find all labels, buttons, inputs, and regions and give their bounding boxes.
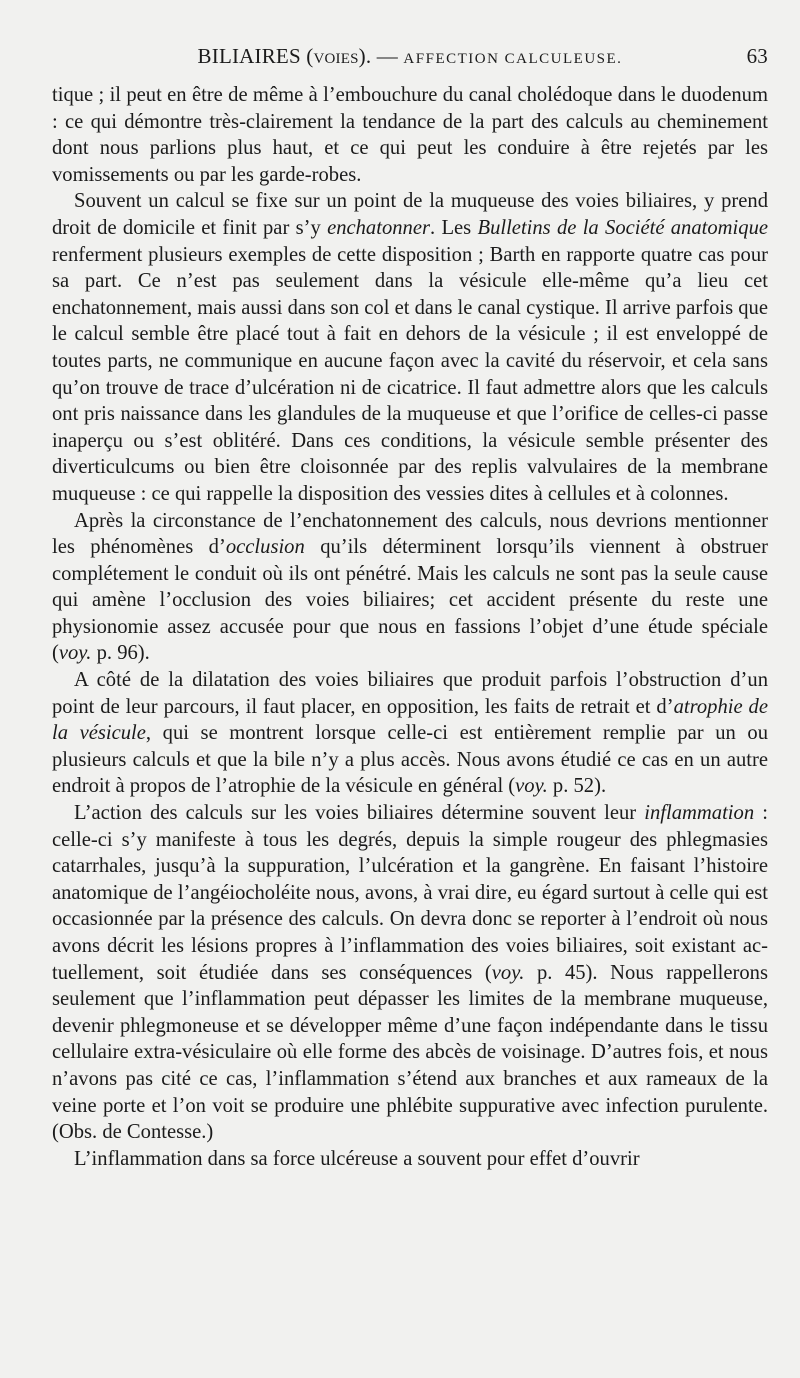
- paragraph: [52, 188, 768, 507]
- text-run: A côté de la dilatation des voies biliaires que produit parfois l’obstruction d’un point de leur parcours, il faut placer, en opposition, les faits de retrait et d’: [52, 669, 768, 718]
- running-title-subject: AFFECTION CALCULEUSE.: [403, 51, 623, 67]
- running-title-voies: (voies).: [306, 44, 372, 68]
- text-run: , qui se montrent lorsque celle-ci est entièrement remplie par un ou plusieurs calculs et que la bile n’y a plus accès. Nous avons étudié ce cas en un autre endroit à propos de l’atrophie de la vésicule en général (: [52, 722, 768, 798]
- text-run: p. 52).: [547, 775, 607, 798]
- text-run: L’action des calculs sur les voies biliaires détermine souvent leur: [74, 802, 645, 825]
- italic-text: voy.: [58, 642, 92, 665]
- running-title-dash: —: [376, 44, 398, 68]
- italic-text: atrophie de la vésicule: [52, 695, 768, 745]
- paragraph: [52, 1146, 768, 1173]
- text-run: qu’ils déterminent lorsqu’ils viennent à obstruer complétement le conduit où ils ont pénétré. Mais les calculs ne sont pas la seule cause qui amène l’occlusion des voies biliaires; cet accident présente du reste une physionomie assez accusée pour que nous en fassions l’objet d’une étude spéciale (: [52, 536, 768, 665]
- italic-text: occlusion: [225, 536, 305, 559]
- italic-text: inflammation: [644, 802, 755, 825]
- italic-text: enchatonner: [327, 216, 431, 239]
- text-run: L’inflammation dans sa force ulcéreuse a souvent pour effet d’ouvrir: [74, 1147, 640, 1170]
- text-run: Après la circonstance de l’enchatonnement des calculs, nous devrions mentionner les phénomènes d’: [52, 509, 768, 559]
- paragraph: [52, 82, 768, 188]
- text-run: Souvent un calcul se fixe sur un point de la muqueuse des voies biliaires, y prend droit de domicile et finit par s’y: [52, 190, 768, 239]
- text-run: tique ; il peut en être de même à l’embouchure du canal cholédoque dans le duodenum : ce qui démontre très-clairement la tendance de la part des calculs au cheminement dont nous parlions plus haut, et ce qui peut les conduire à être rejetés par les vomissements ou par les garde-robes.: [52, 84, 768, 186]
- text-run: . Les: [430, 216, 478, 239]
- text-run: p. 96).: [91, 642, 150, 665]
- text-run: renferment plusieurs exemples de cette disposition ; Barth en rapporte quatre cas pour sa part. Ce n’est pas seulement dans la vésicule elle-même qu’a lieu cet enchatonnement, mais aussi dans son col et dans le canal cystique. Il arrive parfois que le calcul semble être placé tout à fait en dehors de la vésicule ; il est enveloppé de toutes parts, ne communique en aucune façon avec la cavité du réservoir, et cela sans qu’on trouve de trace d’ulcération ni de cicatrice. Il faut admettre alors que les calculs ont pris naissance dans les glandules de la muqueuse et que l’orifice de celles-ci passe inaperçu ou s’est oblitéré. Dans ces conditions, la vésicule semble présenter des diverticulcums ou bien être cloisonnée par des replis valvulaires de la membrane muqueuse : ce qui rappelle la disposition des vessies dites à cellules et à colonnes.: [52, 243, 768, 505]
- paragraph: [52, 508, 768, 668]
- page-number: 63: [746, 44, 768, 68]
- text-run: : celle-ci s’y manifeste à tous les degrés, depuis la simple rougeur des phlegmasies catarrhales, jusqu’à la suppuration, l’ulcération et la gangrène. En faisant l’histoire anatomique de l’angéiocholéite nous, avons, à vrai dire, eu égard surtout à celle qui est occasionnée par la présence des calculs. On devra donc se reporter à l’endroit où nous avons décrit les lésions propres à l’inflammation des voies biliaires, soit existant actuellement, soit étudiée dans ses conséquences (: [52, 802, 768, 984]
- running-title: [52, 44, 768, 69]
- running-head: [52, 40, 768, 74]
- paragraph: [52, 667, 768, 800]
- italic-text: Bulletins de la Société anatomique: [477, 216, 769, 239]
- text-run: p. 45). Nous rappellerons seulement que l’inflammation peut dépasser les limites de la membrane muqueuse, devenir phlegmoneuse et se développer même d’une façon indépendante dans le tissu cellulaire extra-vésiculaire où elle forme des abcès de voisinage. D’autres fois, et nous n’avons pas cité ce cas, l’inflammation s’étend aux branches et aux rameaux de la veine porte et l’on voit se produire une phlébite suppurative avec infection purulente. (Obs. de Contesse.): [52, 961, 768, 1144]
- running-title-main: BILIAIRES: [197, 44, 301, 68]
- italic-text: voy.: [491, 961, 525, 984]
- italic-text: voy.: [515, 775, 548, 798]
- paragraph: [52, 800, 768, 1146]
- body-text: [52, 82, 768, 1172]
